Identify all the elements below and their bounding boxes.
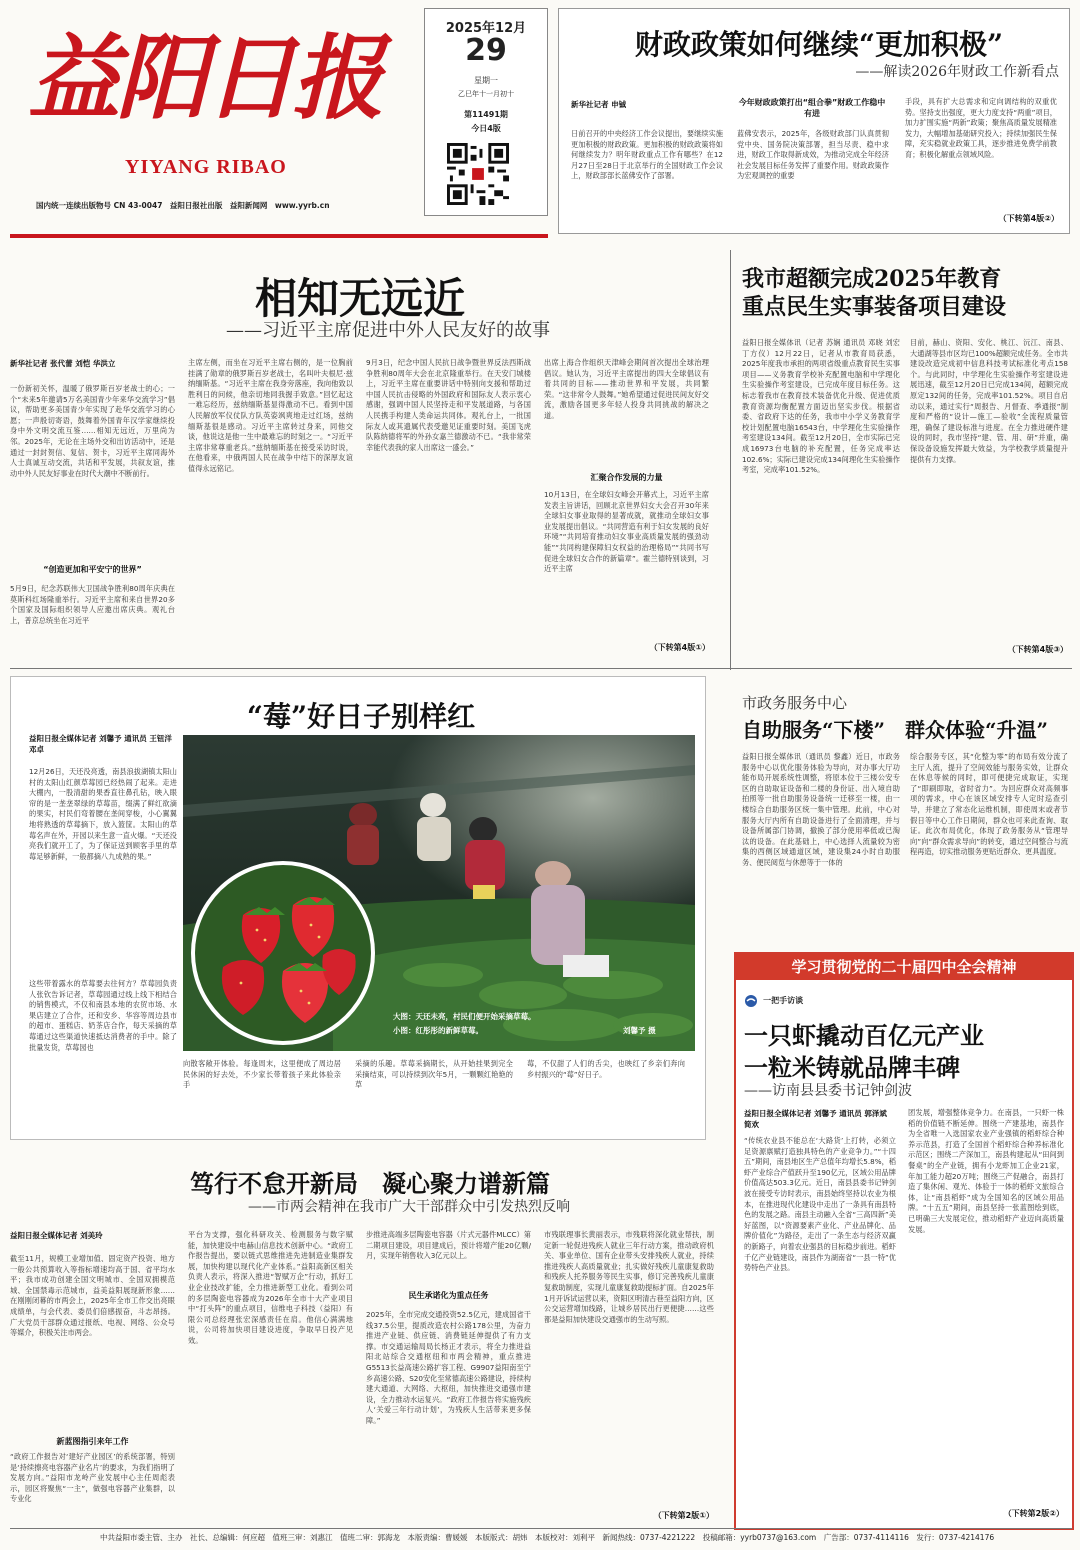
story-edu-title-line2[interactable]: 重点民生实事装备项目建设: [742, 294, 1007, 320]
top-story-continuation[interactable]: （下转第4版②）: [998, 214, 1059, 223]
story-berry-bottom-col3: 莓，不仅甜了人们的舌尖，也映红了乡亲们奔向乡村振兴的“莓”好日子。: [527, 1059, 685, 1079]
story-cadre: [0, 1150, 730, 1526]
story-xi-col4: 出席上海合作组织天津峰会期间首次提出全球治理倡议。她认为，习近平主席提出的四大全球倡议有着共同的目标——推动世界和平发展，共同繁荣。“这非常令人鼓舞。”她希望通过促进民间友好交流，激励各国更多年轻人投身共同挑战的解决之道。: [544, 358, 709, 420]
story-cadre-col3: 步推进高端多层陶瓷电容器（片式元器件MLCC）第二期项目建设，项目建成后，预计将增产能20亿颗/月，实现年销售收入3亿元以上。: [366, 1230, 531, 1261]
story-edu-col2: 目前，赫山、资阳、安化、桃江、沅江、南县、大通湖等县市区均已100%超额完成任务。全市共建设改造完成初中信息科技考试标准化考点158个。与此同时，中学理化生实验操作考室建设进展迅速，截至12月20日已完成134间，超额完成原定132间的任务，完成率101.52%。项目自启动以来，通过实行“周报告、月督查、季通报”制度和严格的“设计—施工—验收”全流程质量管理，确保了建设标准与进度。在全力推进硬件建设的同时，我市坚持“建、管、用、研”并重，确保设备设施发挥最大效益，为学校教学质量提升提供有力支撑。: [910, 338, 1068, 464]
story-xi: [0, 246, 730, 666]
story-edu-col1: 益阳日报全媒体讯（记者 苏娴 通讯员 邓晓 刘宏 丁方仪）12月22日，记者从市教育局获悉，2025年度我市承担的两项省级重点教育民生实事项目——义务教育学校补充配置电脑和中学理化生实验操作考室建设，已完成年度目标任务。这标志着我市在教育技术装备优化升级、促进优质教育资源均衡配置方面迈出坚实步伐。根据省委、省政府下达的任务，我市中小学义务教育学校计划配置电脑16543台，中学理化生实验操作考室建设134间。截至12月20日，全市实际已完成16973台电脑的补充配置，任务完成率达102.6%；实际已建设完成134间理化生实验操作考室，完成率101.52%。: [742, 338, 900, 475]
berry-photo: [183, 735, 695, 1051]
story-berry-col1b: 这些带着露水的草莓要去往何方？草莓园负责人张钦告诉记者，草莓园通过线上线下相结合的销售模式，不仅和南县本地的农贸市场、水果店建立了合作，还和安乡、华容等周边县市的超市、蛋糕店、奶茶店合作，每天采摘的草莓通过这些渠道快速抵达消费者的手中。除了批量发货，草莓园也: [29, 979, 177, 1052]
berry-photo-caption-1: 大图：天还未亮，村民们便开始采摘草莓。: [393, 1012, 536, 1021]
masthead-pinyin: YIYANG RIBAO: [125, 156, 287, 178]
page-count: 今日4版: [471, 124, 501, 133]
date-box: [424, 8, 548, 216]
story-berry-title[interactable]: “莓”好日子别样红: [246, 700, 476, 733]
story-edu-title-line1[interactable]: 我市超额完成2025年教育: [742, 266, 1002, 292]
story-service-col2: 综合服务专区，其“化整为零”的布局有效分流了主厅人流，提升了空间效能与服务实效，让群众在休息等候的同时，即可便捷完成取证，实现了“即刷即取，省时省力”。为回应群众对高频事项的需求，中心在该区域安排专人定时巡查引导，并建立了常态化运维机制，即使周末或者节假日等中心工作日期间，群众也可来此查询、取证。此次布局优化，体现了政务服务从“管理导向”向“群众需求导向”的转变，通过空间整合与流程再造，切实推动服务更贴近群众、更具温度。: [910, 752, 1068, 857]
story-cadre-col3-head: 民生承诺化为重点任务: [408, 1291, 489, 1300]
story-shrimp-continuation[interactable]: （下转第2版②）: [1003, 1509, 1064, 1518]
story-cadre-col1-head: 新蓝图指引来年工作: [56, 1437, 129, 1446]
section-rule: [10, 668, 1072, 669]
footer-text: 中共益阳市委主管、主办 社长、总编辑：何应超 值班三审：刘惠江 值班二审：郭海龙 本版责编：曹媛媛 本版版式：胡炜 本版校对：刘利平 新闻热线：0737-4221222 投稿邮箱：yyrb0737@163.com 广告部：0737-4114116 发行：0737-4214176: [100, 1533, 995, 1542]
story-shrimp-byline: 益阳日报全媒体记者 刘馨予 通讯员 郭泽斌 简欢: [744, 1109, 887, 1129]
qr-code-icon: [447, 143, 509, 205]
story-berry-bottom-col1: 向散客敞开体验。每逢周末，这里便成了周边居民休闲的好去处，不少家长带着孩子来此体验亲手: [183, 1059, 341, 1090]
top-story-col2-head: 今年财政政策打出“组合拳”财政工作稳中有进: [738, 98, 886, 118]
greenhouse-photo-icon: [183, 735, 695, 1051]
story-cadre-continuation[interactable]: （下转第2版①）: [653, 1511, 714, 1520]
story-xi-byline: 新华社记者 张代蕾 刘恺 华洪立: [10, 359, 116, 368]
story-cadre-col4: 市残联理事长黄丽表示，市残联将深化就业帮扶，制定新一轮促进残疾人就业三年行动方案，推动政府机关、事业单位、国有企业带头安排残疾人就业，持续推进残疾人高质量就业；扎实做好残疾儿童康复救助和残疾人托养服务等民生实事，修订完善残疾儿童康复救助制度，实现儿童康复救助提标扩面。自2025年1月开诉试运营以来，资阳区明清古巷至益阳方向，区公交运营增加线路，让城乡居民出行更便捷……这些都是益阳加快建设交通强市的生动写照。: [544, 1230, 714, 1324]
footer-rule: [10, 1528, 1072, 1529]
masthead: [0, 0, 1080, 238]
story-cadre-col2: 平台为支撑，强化科研攻关、检测服务与数字赋能，加快建设中电赫山信息技术创新中心。“政府工作报告提出，要以链式思维推进先进制造业集群发展，加快构建以现代化产业体系。”益阳高新区相关负责人表示，将深入推进“智赋万企”行动，抓好工业企业技改扩能，全力推进新型工业化。看到公司的多层陶瓷电容器成为2026年全市十大产业项目中“打头阵”的重点项目，信维电子科技（益阳）有限公司总经理张宏深感责任在肩。他信心满满地说，公司将加快项目建设进度，争取早日投产见效。: [188, 1230, 353, 1345]
story-shrimp-column-tag-label: 一把手访谈: [763, 996, 804, 1005]
story-xi-col1: 一份新初关怀，温暖了俄罗斯百岁老战士的心；一个“未来5年邀请5万名美国青少年来华交流学习”倡议，帮助更多美国青少年实现了赴华交流学习的心愿；一声殷切寄语，鼓舞着外国青年汉学家继续投身中外文明交流互鉴……相知无远近，万里尚为邻。2025年，无论在主场外交和出访活动中，还是通过一封封贺信、复信、贺卡，习近平主席同海外人士真诚互动交流，共话和平发展，共叙友谊，推动中外人民友好事业在时代大潮中不断前行。: [10, 384, 175, 478]
story-cadre-title[interactable]: 笃行不怠开新局 凝心聚力谱新篇: [190, 1169, 550, 1198]
top-story-byline: 新华社记者 申铖: [571, 100, 627, 109]
story-shrimp-column-tag: [744, 990, 864, 1004]
story-xi-col3: 9月3日，纪念中国人民抗日战争暨世界反法西斯战争胜利80周年大会在北京隆重举行。在天安门城楼上，习近平主席在重要讲话中特别向支援和帮助过中国人民抗击侵略的外国政府和国际友人表示衷心感谢，强调中国人民坚持走和平发展道路，与各国人民携手构建人类命运共同体。观礼台上，一批国际友人或其遗属代表受邀见证重要时刻。美国飞虎队陈纳德将军的外孙女嘉兰德激动不已。“我非常荣幸能代表我的家人出席这一盛会。”: [366, 358, 531, 452]
masthead-title: 益阳日报: [28, 24, 381, 132]
story-berry-col1: 12月26日，天还没亮透，南县浪拔湖镇太阳山村的太阳山红颜草莓园已经热闹了起来。走进大棚内，一股清甜的果香直往鼻孔钻，映入眼帘的是一垄垄翠绿的草莓苗，缀满了鲜红欲滴的果实，村民们弯着腰在垄间穿梭，小心翼翼地将熟透的草莓摘下，放入篮筐。太阳山的草莓名声在外，开园以来生意一直火爆。“天还没亮我们就开工了，为了保证送到顾客手里的草莓足够新鲜，一般都摘八九成熟的果。”: [29, 767, 177, 861]
top-story-col2: 蓝佛安表示，2025年，各级财政部门认真贯彻党中央、国务院决策部署，担当尽责、稳中求进，财政工作取得新成效，为推动完成全年经济社会发展目标任务发挥了重要作用。财政政策作为宏观调控的重要: [737, 129, 889, 181]
story-xi-col1-head: “创造更加和平安宁的世界”: [43, 565, 142, 574]
story-shrimp-subtitle: ——访南县县委书记钟剑波: [744, 1083, 912, 1099]
story-cadre-subtitle: ——市两会精神在我市广大干部群众中引发热烈反响: [248, 1199, 570, 1215]
story-cadre-col1: 截至11月，规模工业增加值、固定资产投资、地方一般公共预算收入等指标增速均高于国、省平均水平；我市成功创建全国文明城市、全国双拥模范城、全国禁毒示范城市，益美益阳展现新形象……在刚刚闭幕的市两会上，2025年全市工作交出亮眼成绩单，与会代表、委员们倍感振奋，斗志昂扬。广大党员干部群众通过报纸、电视、网络、公众号等媒介，积极关注市两会。: [10, 1254, 175, 1338]
story-xi-col1b: 5月9日，纪念苏联伟大卫国战争胜利80周年庆典在莫斯科红场隆重举行。习近平主席和来自世界20多个国家及国际组织领导人应邀出席庆典。观礼台上，普京总统坐在习近平: [10, 584, 175, 625]
story-edu: [738, 246, 1072, 666]
story-shrimp-col1: “传统农业县不能总在‘大路货’上打转，必须立足资源禀赋打造独具特色的产业竞争力。”“十四五”期间，南县地区生产总值年均增长5.8%，稻虾产业综合产值跃升至190亿元，区域公用品牌价值高达503.3亿元。近日，南县县委书记钟剑波在接受专访时表示，南县始终坚持以农业为根本，在推进现代化建设中走出了一条具有南县特色的发展之路。南县主动融入全省“三高四新”美好蓝图，以“资源要素产业化、产业品牌化、品牌价值化”为路径，走出了一条生态与经济双赢的新路子，向着农业强县的目标稳步前进。稻虾千亿产业链建设，南县作为湖南省“一县一特”优势特色产业县。: [744, 1136, 896, 1273]
story-xi-col2: 主席左侧，而坐在习近平主席右侧的，是一位胸前挂满了勋章的俄罗斯百岁老战士，名叫叶夫根尼·兹纳缅斯基。“习近平主席在我身旁落座，我向他致以胜利日的问候，他亲切地同我握手致意。”回忆起这一难忘经历，兹纳缅斯基显得激动不已。看到中国人民解放军仪仗队方队英姿飒爽地走过红场，兹纳缅斯基很是感动。习近平主席转过身来，同他交谈，他说这是他一生中最难忘的时刻之一。“习近平主席非常尊重老兵。”兹纳缅斯基在接受采访时说，在他看来，中俄两国人民在战争中结下的深厚友谊值得永远铭记。: [188, 358, 353, 473]
story-service-col1: 益阳日报全媒体讯（通讯员 黎鑫）近日，市政务服务中心以优化服务体验为导向，对办事大厅功能布局开展系统性调整，将原本位于三楼公安专区的自助取证设备和二楼的身份证、出入境自助拍照等一批自助服务设备统一迁移至一楼，由一楼综合自助服务区统一集中管理。此前，中心对服务大厅内所有自助设备进行了全面清理，并与设备所属部门协调，撤换了部分使用率低或已淘汰的设备。在此基础上，中心选择人流量较为密集的西侧区域通道区域，建设集24小时自助服务、便民阅览与休憩等于一体的: [742, 752, 900, 867]
story-xi-col4-head: 汇聚合作发展的力量: [590, 473, 663, 482]
berry-photo-credit: 刘馨予 摄: [623, 1026, 656, 1035]
story-edu-continuation[interactable]: （下转第4版③）: [1007, 645, 1068, 654]
weekday: 星期一: [474, 76, 498, 85]
story-shrimp-title-line2[interactable]: 一粒米铸就品牌丰碑: [744, 1053, 960, 1082]
story-shrimp-title-line1[interactable]: 一只虾撬动百亿元产业: [744, 1021, 984, 1050]
story-service: [738, 688, 1072, 950]
story-berry-bottom-col2: 采摘的乐趣。草莓采摘期长，从开始挂果到完全采摘结束，可以持续到次年5月，一颗颗红艳艳的草: [355, 1059, 513, 1090]
story-cadre-col3b: 2025年，全市完成交通投资52.5亿元，建成国省干线37.5公里，提质改造农村公路178公里，为奋力推进产业链、供应链、消费链延伸提供了有力支撑。市交通运输局局长杨正才表示，将全力推进益阳北站综合交通枢纽和市两会精神，重点推进G5513长益高速公路扩容工程、G9907益阳南至宁乡高速公路、S20安化至常德高速公路建设，持续构建大通道、大网络、大枢纽，加快推进交通强市建设，全力推动水运复兴。“政府工作报告将实施残疾人‘关爱三年行动计划’，为残疾人生活带来更多保障。”: [366, 1310, 531, 1425]
top-story-subtitle: ——解读2026年财政工作新看点: [855, 64, 1059, 80]
top-story-box: [558, 8, 1070, 234]
top-story-title[interactable]: 财政政策如何继续“更加积极”: [634, 28, 1004, 61]
story-service-kicker: 市政务服务中心: [742, 694, 848, 712]
story-xi-subtitle: ——习近平主席促进中外人民友好的故事: [226, 320, 550, 341]
story-shrimp: [734, 952, 1074, 1530]
story-xi-continuation[interactable]: （下转第4版①）: [649, 643, 710, 652]
story-shrimp-banner: 学习贯彻党的二十届四中全会精神: [736, 954, 1072, 980]
top-story-col1: 日前召开的中央经济工作会议提出，要继续实施更加积极的财政政策。更加积极的财政政策将如何继续发力？明年财政重点工作有哪些？在12月27日至28日于北京举行的全国财政工作会议上，财政部部长蓝佛安作了部署。: [571, 129, 723, 181]
column-divider: [730, 250, 731, 670]
story-cadre-byline: 益阳日报全媒体记者 刘美玲: [10, 1231, 103, 1240]
date-day: 29: [465, 33, 507, 68]
berry-photo-caption-2: 小图：红彤彤的新鲜草莓。: [393, 1026, 483, 1035]
lunar-date: 乙巳年十一月初十: [458, 90, 514, 98]
story-xi-title[interactable]: 相知无远近: [254, 274, 465, 323]
story-cadre-col1b: “政府工作报告对‘建好产业园区’的系统部署，特别是‘持续擦亮电容器产业名片’的要求，为我们指明了发展方向。”益阳市龙岭产业发展中心主任周彪表示，园区将聚焦“一主”，做强电容器产业集群，以专业化: [10, 1452, 175, 1504]
top-story-col3: 手段，具有扩大总需求和定向调结构的双重优势。坚持支出强度，更大力度支持“两重”项目，加力扩围实施“两新”政策；聚焦高质量发展精准发力，大幅增加基础研究投入；持续加强民生保障，充实稳就业政策工具，逐步推进免费学前教育；积极化解重点领域风险。: [905, 97, 1057, 159]
story-service-title[interactable]: 自助服务“下楼” 群众体验“升温”: [742, 718, 1049, 742]
date-year-month: 2025年12月: [445, 21, 527, 36]
story-shrimp-col2: 团发展，增强整体竞争力。在南县，一只虾一株稻的价值链不断延伸。围绕一产建基地，南县作为全省唯一入选国家农业产业强镇的稻虾综合种养示范县，打造了全国首个稻虾综合种养标准化示范区；围绕二产深加工，南县构建起从“田间到餐桌”的全产业链，拥有小龙虾加工企业21家，年加工能力超20万吨；围绕三产促融合，南县打造了集休闲、观光、体验于一体的稻虾文旅综合体，让“南县稻虾”成为全国知名的区域公用品牌。“十五五”期间，南县坚持一张蓝图绘到底，已明确三大发展定位，推动稻虾产业迈向高质量发展。: [908, 1108, 1064, 1234]
story-berry-byline: 益阳日报全媒体记者 刘馨予 通讯员 王钮洋 邓卓: [29, 734, 172, 754]
issue-number: 第11491期: [464, 110, 508, 119]
masthead-publish-info: 国内统一连续出版物号 CN 43-0047 益阳日报社出版 益阳新闻网 www.yyrb.cn: [36, 201, 330, 210]
masthead-rule: [10, 234, 548, 238]
story-xi-col4b: 10月13日，在全球妇女峰会开幕式上，习近平主席发表主旨讲话，回顾北京世界妇女大会召开30年来全球妇女事业取得的显著成就，就推动全球妇女事业发展提出倡议。“共同营造有利于妇女发展的良好环境”“共同培育推动妇女事业高质量发展的强劲动能”“共同构建保障妇女权益的治理格局”“共同书写促进全球妇女合作的新篇章”。霍兰德特别谈到，习近平主席: [544, 490, 709, 574]
story-berry: [10, 676, 706, 1140]
interview-tag-icon: [744, 994, 758, 1008]
